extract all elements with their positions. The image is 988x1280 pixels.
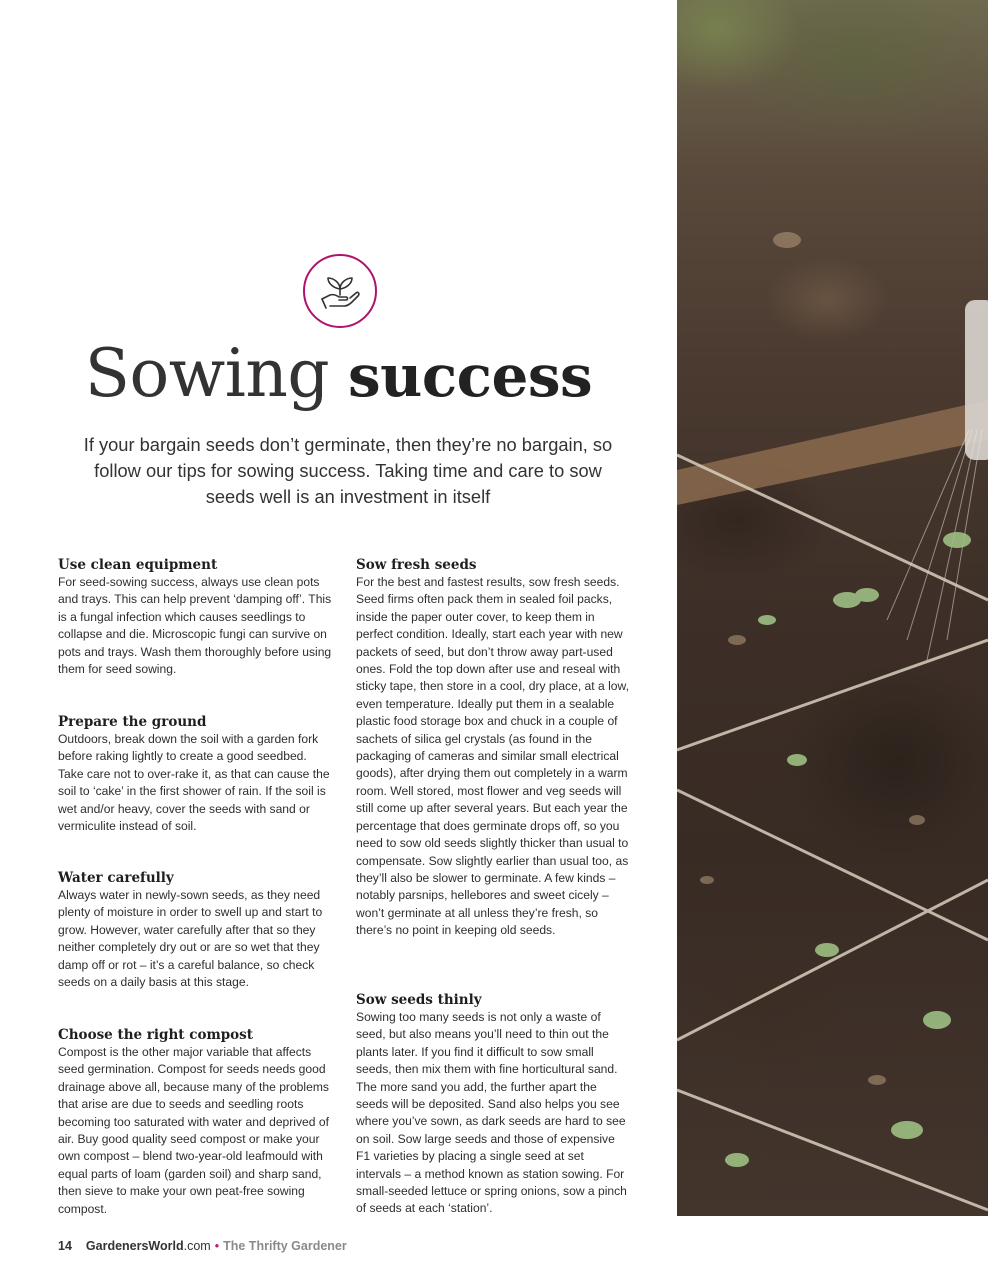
section-heading: Sow fresh seeds bbox=[356, 557, 477, 573]
section-body: Sowing too many seeds is not only a waste of seed, but also means you’ll need to thin out the plants later. If you find it difficult to sow small seeds, then mix them with fine horticultural sand. The more sand you add, the further apart the seeds will be deposited. Sand also helps you see where you’ve sown, as dark seeds are hard to see on soil. Sow large seeds and those of expensive F1 varieties by placing a single seed at set intervals – a method known as station sowing. For small-seeded lettuce or spring onions, sow a pinch of seeds at each ‘station’. bbox=[356, 1010, 627, 1216]
section-prepare-ground bbox=[58, 714, 332, 835]
page-footer bbox=[58, 1237, 347, 1255]
section-body: Compost is the other major variable that affects seed germination. Compost for seeds needs good drainage above all, because many of the problems that arise are due to seeds and seedling roots becoming too saturated with water and deprived of air. Buy good quality seed compost or make your own compost – blend two-year-old leafmould with equal parts of loam (garden soil) and sharp sand, then sieve to make your own peat-free sowing compost. bbox=[58, 1045, 329, 1216]
section-water-carefully bbox=[58, 870, 332, 991]
seedbed-photo-illustration bbox=[677, 0, 988, 1216]
site-name: GardenersWorld bbox=[85, 1239, 184, 1253]
intro-standfirst: If your bargain seeds don’t germinate, then they’re no bargain, so follow our tips for sowing success. Taking time and care to sow seeds well is an investment in itself bbox=[83, 434, 613, 507]
section-heading: Use clean equipment bbox=[58, 557, 218, 573]
page-number: 14 bbox=[58, 1239, 72, 1253]
section-heading: Choose the right compost bbox=[58, 1027, 254, 1043]
title-light: Sowing bbox=[84, 335, 330, 412]
site-suffix: .com bbox=[183, 1239, 211, 1253]
section-body: Always water in newly-sown seeds, as they need plenty of moisture in order to swell up and start to grow. However, water carefully after that so they neither completely dry out or are so wet that they damp off or rot – it’s a careful balance, so check seeds on a daily basis at this stage. bbox=[58, 888, 323, 990]
section-choose-compost bbox=[58, 1027, 332, 1218]
section-sow-fresh-seeds bbox=[356, 557, 632, 940]
title-bold: success bbox=[348, 342, 593, 410]
section-body: For seed-sowing success, always use clean pots and trays. This can help prevent ‘damping off’. This is a fungal infection which causes seedlings to collapse and die. Microscopic fungi can survive on pots and trays. Wash them thoroughly before using them for seed sowing. bbox=[58, 575, 332, 677]
seedbed-photo bbox=[677, 0, 988, 1216]
section-heading: Water carefully bbox=[58, 870, 174, 886]
footer-separator: • bbox=[214, 1239, 220, 1253]
section-heading: Prepare the ground bbox=[58, 714, 207, 730]
seedling-in-hand-icon bbox=[303, 254, 377, 328]
section-body: For the best and fastest results, sow fresh seeds. Seed firms often pack them in sealed foil packs, inside the paper outer cover, to keep them in perfect condition. Ideally, start each year with new packets of seed, but don’t throw away part-used ones. Fold the top down after use and reseal with sticky tape, then store in a cool, dry place, at a low, even temperature. Ideally put them in a sealable plastic food storage box and chuck in a couple of sachets of silica gel crystals (as found in the packaging of cameras and similar small electrical goods), after drying them out completely in a warm room. Well stored, most flower and veg seeds will still come up after several years. But each year the percentage that does germinate drops off, so you need to sow old seeds slightly thicker than usual to compensate. Sow slightly earlier than usual too, as they’ll also be slower to germinate. A few kinds – notably parsnips, hellebores and sweet cicely – won’t germinate at all unless they’re fresh, so there’s no point in keeping old seeds. bbox=[356, 575, 629, 938]
magazine-title: The Thrifty Gardener bbox=[223, 1239, 347, 1253]
section-body: Outdoors, break down the soil with a garden fork before raking lightly to create a good seedbed. Take care not to over-rake it, as that can cause the soil to ‘cake’ in the first shower of rain. If the soil is wet and/or heavy, cover the seeds with sand or vermiculite instead of soil. bbox=[58, 732, 330, 834]
section-sow-thinly bbox=[356, 992, 632, 1218]
section-clean-equipment bbox=[58, 557, 332, 678]
page-title bbox=[0, 330, 677, 419]
section-heading: Sow seeds thinly bbox=[356, 992, 482, 1008]
